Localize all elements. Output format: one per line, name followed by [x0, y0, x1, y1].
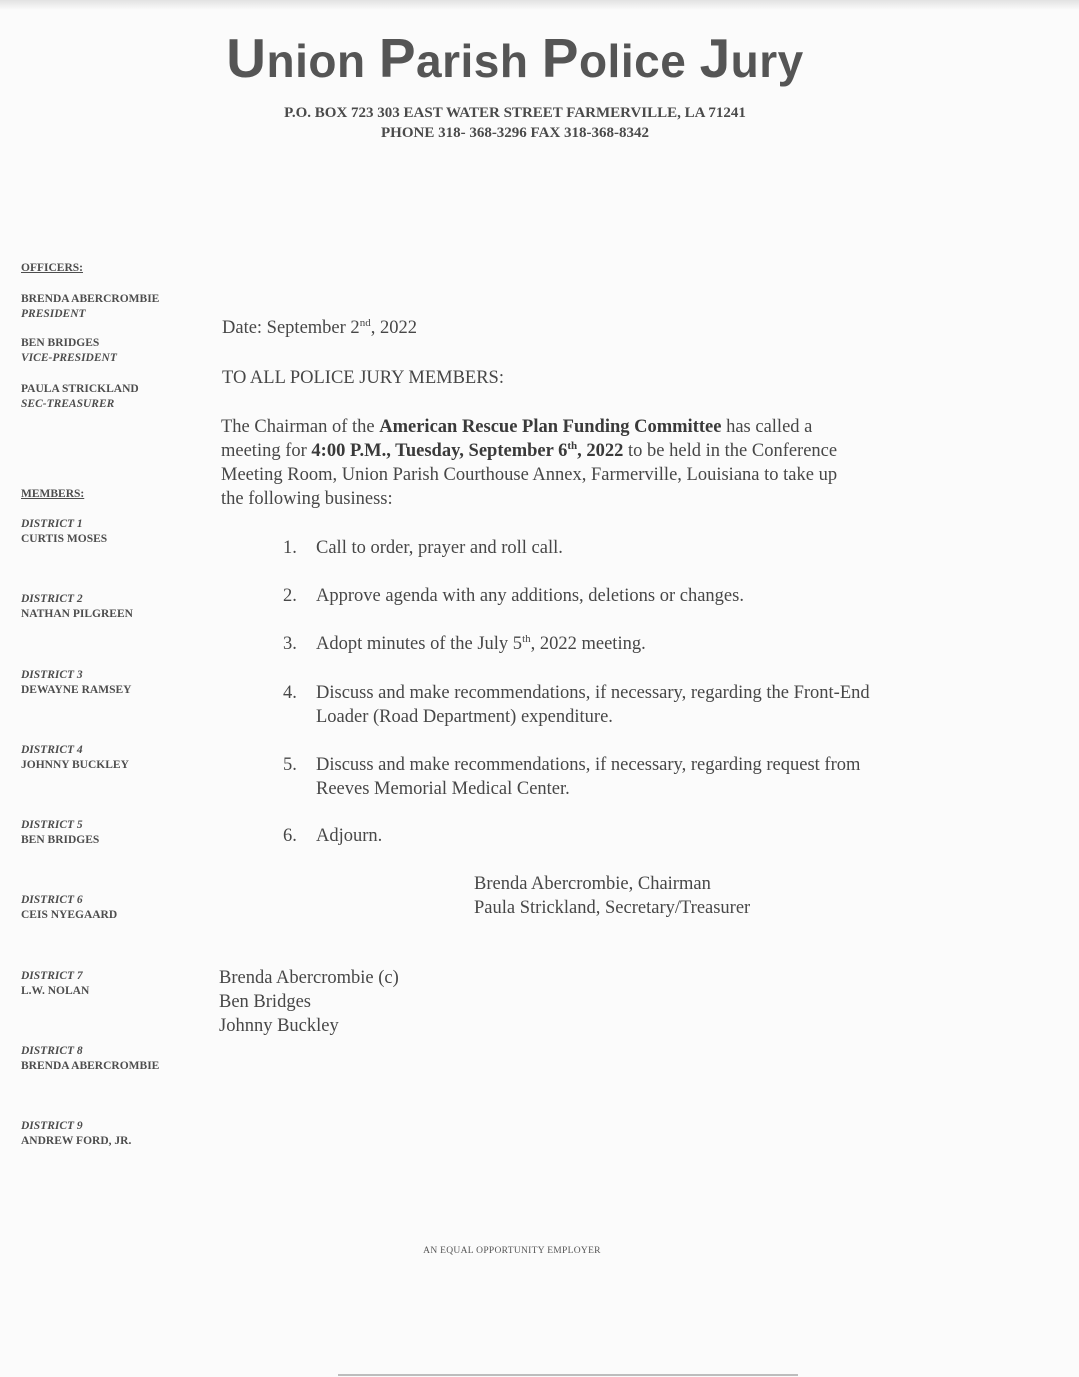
member-district-3: DISTRICT 3 DEWAYNE RAMSEY — [21, 669, 132, 696]
letter-date: Date: September 2nd, 2022 — [222, 317, 417, 338]
members-heading: MEMBERS: — [21, 488, 85, 500]
salutation: TO ALL POLICE JURY MEMBERS: — [222, 368, 504, 388]
agenda-item-5: 5. Discuss and make recommendations, if necessary, regarding request from Reeves Memorial Medical Center. — [283, 755, 861, 799]
member-district-4: DISTRICT 4 JOHNNY BUCKLEY — [21, 744, 129, 771]
member-district-2: DISTRICT 2 NATHAN PILGREEN — [21, 593, 133, 620]
signature-chairman: Brenda Abercrombie, Chairman — [474, 874, 711, 894]
scan-edge-bottom — [338, 1374, 798, 1376]
committee-member: Johnny Buckley — [219, 1016, 339, 1036]
member-district-6: DISTRICT 6 CEIS NYEGAARD — [21, 894, 118, 921]
scan-edge-top — [0, 0, 1079, 10]
committee-member: Brenda Abercrombie (c) — [219, 968, 399, 988]
committee-member: Ben Bridges — [219, 992, 311, 1012]
agenda-item-3: 3. Adopt minutes of the July 5th, 2022 meeting. — [283, 633, 646, 654]
address-line: P.O. BOX 723 303 EAST WATER STREET FARMERVILLE, LA 71241 — [284, 105, 746, 121]
phone-fax-line: PHONE 318- 368-3296 FAX 318-368-8342 — [380, 125, 650, 141]
member-district-5: DISTRICT 5 BEN BRIDGES — [21, 819, 100, 846]
member-district-7: DISTRICT 7 L.W. NOLAN — [21, 970, 90, 997]
org-title — [0, 26, 1030, 90]
officer-president: BRENDA ABERCROMBIE PRESIDENT — [21, 293, 160, 320]
officer-sec-treasurer: PAULA STRICKLAND SEC-TREASURER — [21, 383, 139, 410]
agenda-item-4: 4. Discuss and make recommendations, if necessary, regarding the Front-End Loader (Road Department) expenditure. — [283, 683, 870, 727]
signature-secretary: Paula Strickland, Secretary/Treasurer — [474, 898, 751, 918]
officers-heading: OFFICERS: — [21, 262, 83, 274]
agenda-item-6: 6. Adjourn. — [283, 826, 383, 846]
intro-paragraph: The Chairman of the American Rescue Plan Funding Committee has called a meeting for 4:00 P.M., Tuesday, September 6th, 2022 to be held in the Conference Meeting Room, Union Parish Courthouse Annex, Farmerville, Louisiana to take up the following business: — [221, 417, 838, 509]
member-district-9: DISTRICT 9 ANDREW FORD, JR. — [21, 1120, 132, 1147]
member-district-8: DISTRICT 8 BRENDA ABERCROMBIE — [21, 1045, 160, 1072]
officer-vice-president: BEN BRIDGES VICE-PRESIDENT — [21, 337, 117, 364]
footer-eoe: AN EQUAL OPPORTUNITY EMPLOYER — [423, 1246, 601, 1256]
committee-name: American Rescue Plan Funding Committee — [379, 417, 722, 437]
org-title-text: Union Parish Police Jury — [226, 27, 804, 89]
agenda-item-2: 2. Approve agenda with any additions, deletions or changes. — [283, 586, 744, 606]
agenda-item-1: 1. Call to order, prayer and roll call. — [283, 538, 563, 558]
member-district-1: DISTRICT 1 CURTIS MOSES — [21, 518, 108, 545]
meeting-time: 4:00 P.M., Tuesday, September 6th, 2022 — [311, 440, 624, 461]
